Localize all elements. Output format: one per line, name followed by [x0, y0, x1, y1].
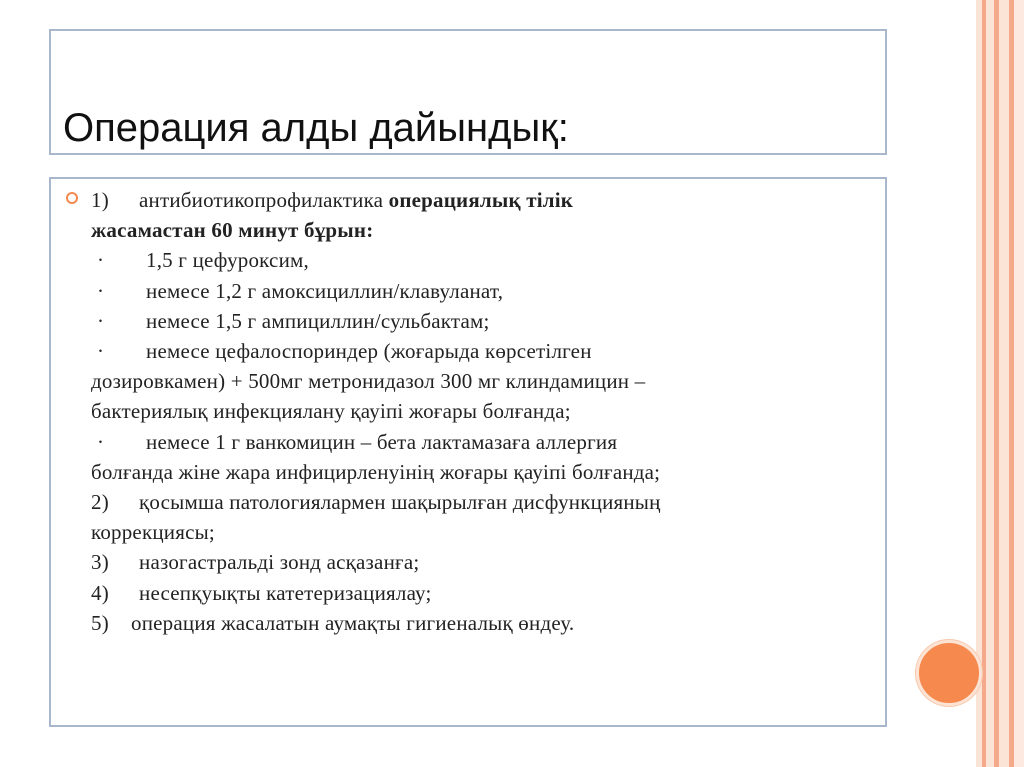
stripe	[986, 0, 994, 767]
sub-item-5-cont	[91, 457, 881, 487]
item-text: несепқуықты катетеризациялау;	[139, 580, 432, 605]
sub-item-text: немесе цефалоспориндер (жоғарыда көрсетілген	[146, 339, 592, 364]
item-text: операция жасалатын аумақты гигиеналық өндеу.	[131, 610, 575, 635]
bullet-dot-icon: ·	[97, 339, 105, 364]
sub-item-3	[91, 306, 881, 336]
item-number: 3)	[91, 550, 109, 575]
item-2-line-1	[91, 487, 881, 517]
item-bold-text: операциялық тілік	[388, 188, 574, 212]
item-bold-text: жасамастан 60 минут бұрын:	[91, 218, 374, 243]
sub-item-text: бактериялық инфекциялану қауіпі жоғары болғанда;	[91, 399, 571, 424]
sub-item-text: немесе 1 г ванкомицин – бета лактамазаға аллергия	[146, 429, 618, 454]
sub-item-text: немесе 1,5 г ампициллин/сульбактам;	[146, 308, 490, 333]
item-number: 2)	[91, 490, 109, 515]
item-1-line-2	[91, 215, 881, 245]
content-box	[49, 177, 887, 727]
decorative-stripes	[976, 0, 1024, 767]
slide-title: Операция алды дайындық:	[63, 106, 569, 150]
bullet-dot-icon: ·	[97, 278, 105, 303]
sub-item-4	[91, 336, 881, 366]
bullet-dot-icon: ·	[97, 429, 105, 454]
bullet-dot-icon: ·	[97, 248, 105, 273]
item-text: қосымша патологиялармен шақырылған дисфункцияның	[139, 490, 661, 515]
item-number: 1)	[91, 188, 109, 212]
item-text: коррекциясы;	[91, 520, 215, 545]
bullet-ring-icon	[66, 192, 78, 204]
content-text	[91, 185, 881, 638]
sub-item-5	[91, 427, 881, 457]
sub-item-text: дозировкамен) + 500мг метронидазол 300 мг клиндамицин –	[91, 369, 646, 394]
sub-item-text: 1,5 г цефуроксим,	[146, 248, 309, 273]
sub-item-text: немесе 1,2 г амоксициллин/клавуланат,	[146, 278, 504, 303]
decorative-circle-icon	[916, 640, 982, 706]
item-4	[91, 578, 881, 608]
item-3	[91, 547, 881, 577]
stripe	[1014, 0, 1024, 767]
sub-item-4-cont	[91, 396, 881, 426]
item-number: 4)	[91, 580, 109, 605]
sub-item-1	[91, 245, 881, 275]
item-5	[91, 608, 881, 638]
item-text: назогастральді зонд асқазанға;	[139, 550, 420, 575]
sub-item-text: болғанда жіне жара инфицирленуінің жоғары қауіпі болғанда;	[91, 459, 661, 484]
item-number: 5)	[91, 610, 109, 635]
stripe	[999, 0, 1009, 767]
item-text: антибиотикопрофилактика	[139, 188, 389, 212]
title-box	[49, 29, 887, 155]
bullet-dot-icon: ·	[97, 308, 105, 333]
sub-item-4-cont	[91, 366, 881, 396]
sub-item-2	[91, 276, 881, 306]
item-2-line-2	[91, 517, 881, 547]
item-1-line-1	[91, 185, 881, 215]
